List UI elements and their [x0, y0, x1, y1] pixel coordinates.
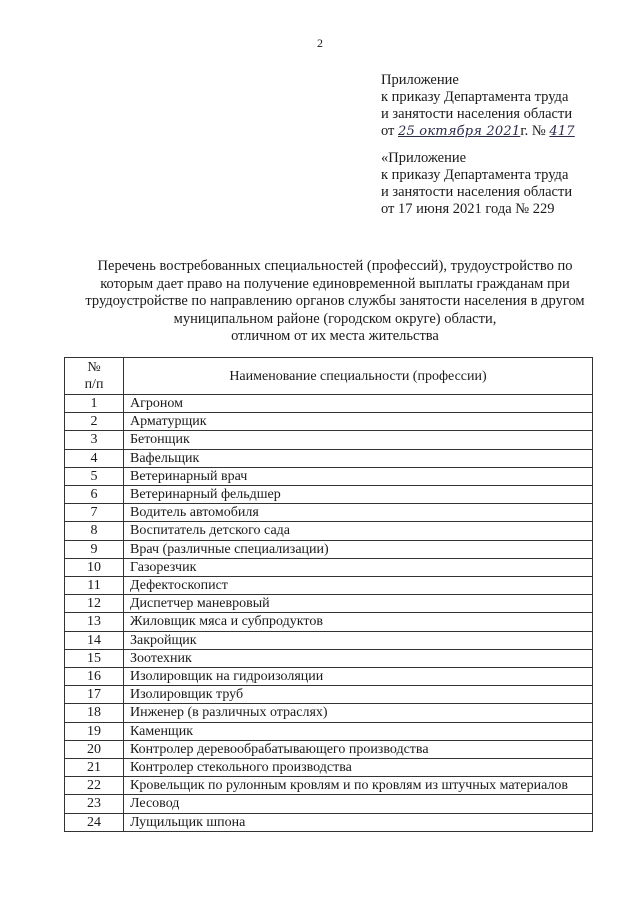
row-number: 9 [65, 540, 124, 558]
table-row [65, 504, 593, 522]
table-row [65, 431, 593, 449]
table-row [65, 613, 593, 631]
profession-name: Агроном [124, 395, 593, 413]
header-number-symbol: № [87, 360, 101, 375]
table-row [65, 686, 593, 704]
row-number: 2 [65, 413, 124, 431]
row-number: 13 [65, 613, 124, 631]
table-row [65, 704, 593, 722]
profession-name: Арматурщик [124, 413, 593, 431]
table-row [65, 813, 593, 831]
row-number: 11 [65, 577, 124, 595]
annex-current-line2: к приказу Департамента труда [381, 89, 569, 105]
title-line5: отличном от их места жительства [231, 328, 439, 344]
table-row [65, 740, 593, 758]
header-number-abbr: п/п [84, 377, 104, 392]
header-profession-name: Наименование специальности (профессии) [124, 358, 593, 395]
profession-name: Контролер стекольного производства [124, 759, 593, 777]
row-number: 10 [65, 558, 124, 576]
table-row [65, 649, 593, 667]
table-row [65, 631, 593, 649]
row-number: 16 [65, 668, 124, 686]
profession-name: Кровельщик по рулонным кровлям и по кровлям из штучных материалов [124, 777, 593, 795]
annex-original-line3: и занятости населения области [381, 184, 573, 200]
document-title [70, 258, 600, 346]
profession-name: Жиловщик мяса и субпродуктов [124, 613, 593, 631]
annex-original-line4: от 17 июня 2021 года № 229 [381, 201, 555, 217]
header-number [65, 358, 124, 395]
profession-name: Ветеринарный фельдшер [124, 486, 593, 504]
table-body [65, 395, 593, 832]
title-line3: трудоустройстве по направлению органов службы занятости населения в другом [85, 293, 585, 309]
row-number: 18 [65, 704, 124, 722]
annex-original-line2: к приказу Департамента труда [381, 167, 569, 183]
handwritten-date: 25 октября 2021 [398, 124, 521, 139]
profession-name: Закройщик [124, 631, 593, 649]
row-number: 19 [65, 722, 124, 740]
profession-name: Контролер деревообрабатывающего производства [124, 740, 593, 758]
profession-name: Вафельщик [124, 449, 593, 467]
title-line4: муниципальном районе (городском округе) области, [173, 310, 497, 327]
profession-name: Диспетчер маневровый [124, 595, 593, 613]
table-row [65, 759, 593, 777]
profession-name: Бетонщик [124, 431, 593, 449]
profession-name: Инженер (в различных отраслях) [124, 704, 593, 722]
annex-original-line1: «Приложение [381, 150, 467, 166]
annex-current-date-prefix: от [381, 123, 395, 139]
row-number: 8 [65, 522, 124, 540]
profession-name: Лесовод [124, 795, 593, 813]
title-line1: Перечень востребованных специальностей (профессий), трудоустройство по [97, 258, 573, 274]
annex-current-number-label: г. № [520, 123, 546, 139]
row-number: 7 [65, 504, 124, 522]
annex-current-line3: и занятости населения области [381, 106, 573, 122]
table-row [65, 395, 593, 413]
profession-name: Лущильщик шпона [124, 813, 593, 831]
row-number: 21 [65, 759, 124, 777]
row-number: 22 [65, 777, 124, 795]
table-row [65, 467, 593, 485]
profession-name: Ветеринарный врач [124, 467, 593, 485]
row-number: 23 [65, 795, 124, 813]
profession-name: Каменщик [124, 722, 593, 740]
table-row [65, 777, 593, 795]
row-number: 6 [65, 486, 124, 504]
table-row [65, 486, 593, 504]
profession-name: Изолировщик на гидроизоляции [124, 668, 593, 686]
table-row [65, 522, 593, 540]
handwritten-number: 417 [549, 124, 575, 139]
profession-name: Дефектоскопист [124, 577, 593, 595]
row-number: 24 [65, 813, 124, 831]
profession-table [64, 357, 593, 832]
table-row [65, 795, 593, 813]
annex-current-line1: Приложение [381, 72, 459, 88]
row-number: 20 [65, 740, 124, 758]
profession-name: Водитель автомобиля [124, 504, 593, 522]
row-number: 4 [65, 449, 124, 467]
row-number: 17 [65, 686, 124, 704]
table-row [65, 577, 593, 595]
profession-name: Газорезчик [124, 558, 593, 576]
row-number: 3 [65, 431, 124, 449]
row-number: 12 [65, 595, 124, 613]
row-number: 14 [65, 631, 124, 649]
table-row [65, 595, 593, 613]
table-row [65, 540, 593, 558]
annex-current-header [381, 72, 611, 140]
table-row [65, 668, 593, 686]
table-row [65, 413, 593, 431]
profession-name: Врач (различные специализации) [124, 540, 593, 558]
annex-current-line4 [381, 123, 611, 140]
profession-name: Зоотехник [124, 649, 593, 667]
row-number: 1 [65, 395, 124, 413]
row-number: 15 [65, 649, 124, 667]
row-number: 5 [65, 467, 124, 485]
page-number: 2 [317, 36, 323, 50]
table-row [65, 449, 593, 467]
annex-original-header [381, 150, 611, 218]
table-row [65, 722, 593, 740]
table-row [65, 558, 593, 576]
profession-name: Изолировщик труб [124, 686, 593, 704]
table-header-row [65, 358, 593, 395]
profession-name: Воспитатель детского сада [124, 522, 593, 540]
title-line2: которым дает право на получение единовременной выплаты гражданам при [100, 275, 570, 292]
